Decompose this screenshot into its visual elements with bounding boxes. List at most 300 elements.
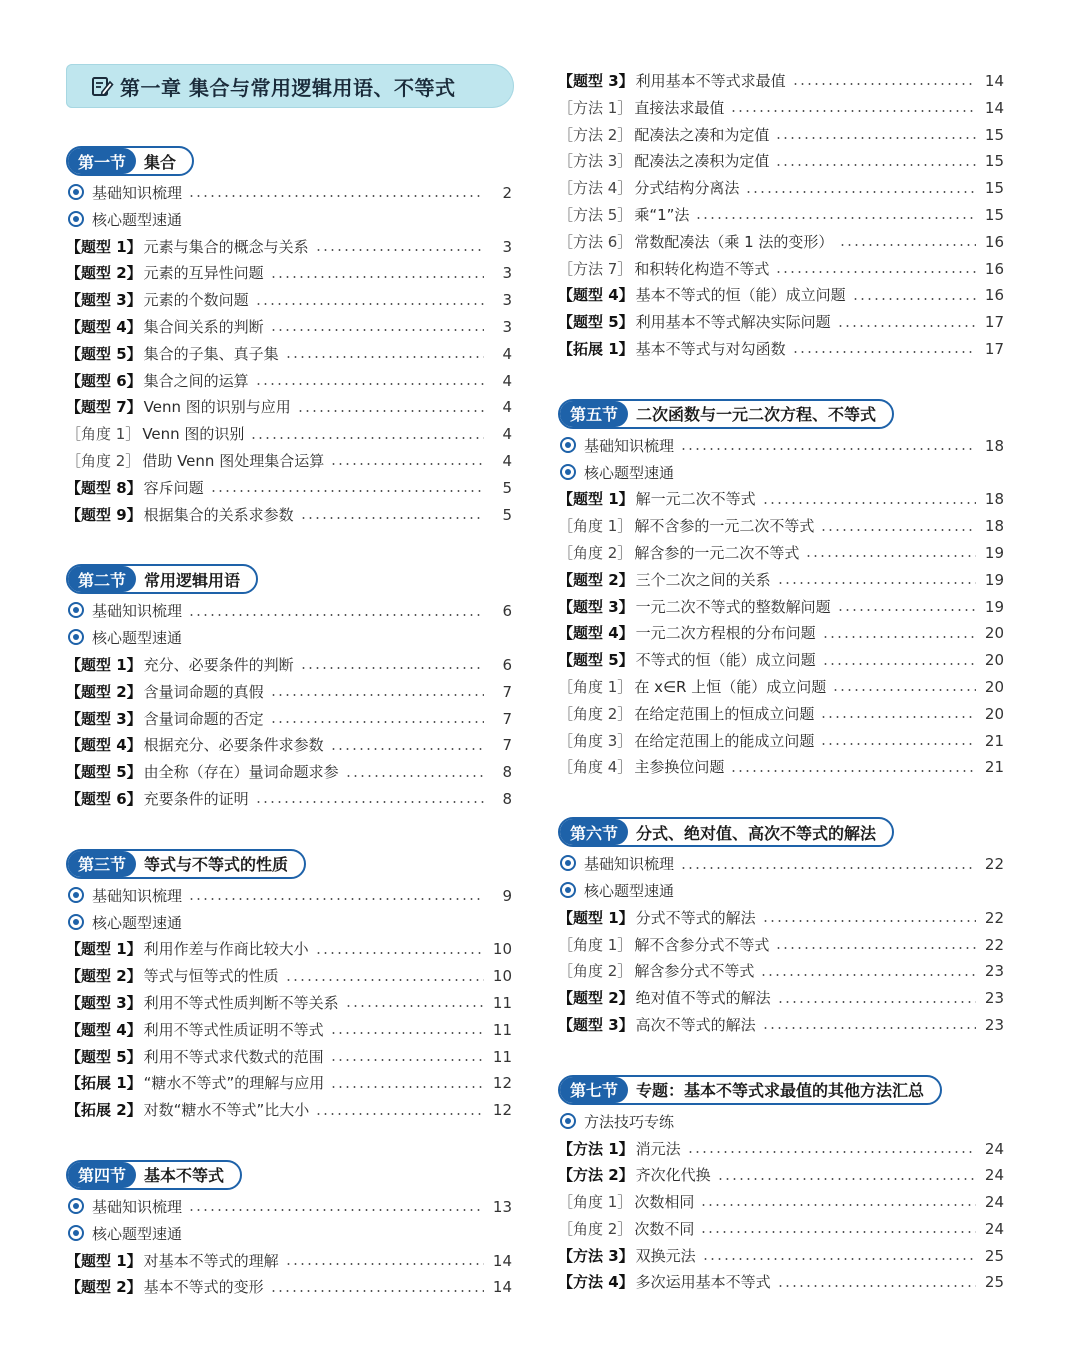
toc-entry[interactable] [66,963,512,990]
toc-entry[interactable] [66,341,512,368]
entry-label: 高次不等式的解法 [635,1015,756,1034]
entry-tag: ［角度 1］ [558,677,633,696]
circle-bullet-icon [560,1113,576,1129]
circle-bullet-icon [68,1225,84,1241]
entry-label: 乘“1”法 [634,205,690,224]
page-number: 6 [502,655,512,674]
entry-label: 利用基本不等式解决实际问题 [635,313,831,332]
entry-tag: 【题型 1】 [66,940,142,959]
dot-leader [762,502,976,504]
entry-label: 核心题型速通 [92,629,183,648]
entry-label: 根据充分、必要条件求参数 [143,736,324,755]
entry-tag: ［方法 3］ [558,152,633,171]
entry-label: 元素的互异性问题 [143,264,264,283]
circle-bullet-icon [68,602,84,618]
entry-label: 对基本不等式的理解 [143,1251,279,1270]
toc-entry[interactable] [66,207,512,234]
section-block [558,817,1004,1039]
dot-leader [285,356,484,358]
toc-entry[interactable] [66,1017,512,1044]
entry-tag: ［角度 2］ [558,704,633,723]
toc-entry[interactable] [66,287,512,314]
entry-label: 主参换位问题 [634,758,725,777]
toc-entry[interactable] [558,851,1004,878]
chapter-banner [66,64,514,108]
entry-tag: 【题型 3】 [66,709,142,728]
dot-leader [345,775,484,777]
section-block [66,1160,512,1301]
dot-leader [285,1263,484,1265]
entry-label: 核心题型速通 [584,881,675,900]
dot-leader [270,276,484,278]
page-number: 19 [984,597,1004,616]
entry-tag: 【方法 3】 [558,1246,634,1265]
section-block [558,1075,1004,1297]
entry-label: 分式结构分离法 [634,179,740,198]
toc-entry[interactable] [558,229,1004,256]
entry-label: Venn 图的识别 [142,425,245,444]
circle-bullet-icon [68,184,84,200]
section-header [558,1075,942,1105]
dot-leader [695,217,976,219]
page-number: 16 [984,259,1004,278]
entry-label: 解不含参分式不等式 [634,935,770,954]
dot-leader [730,770,976,772]
section-number: 第六节 [560,819,628,845]
entry-label: 解不含参的一元二次不等式 [634,517,815,536]
page-number: 8 [502,789,512,808]
entry-tag: 【题型 8】 [66,478,142,497]
entry-tag: 【题型 4】 [558,624,634,643]
toc-entry[interactable] [66,625,512,652]
section-header [66,1160,242,1190]
entry-label: 基础知识梳理 [92,602,183,621]
page-number: 16 [984,232,1004,251]
page-number: 7 [502,709,512,728]
dot-leader [188,195,484,197]
page-number: 22 [984,855,1004,874]
dot-leader [188,898,484,900]
toc-entry[interactable] [558,1243,1004,1270]
toc-entry[interactable] [558,148,1004,175]
entry-tag: ［角度 1］ [558,1193,633,1212]
toc-entry[interactable] [558,985,1004,1012]
entry-label: 含量词命题的否定 [143,709,264,728]
entry-tag: ［方法 1］ [558,98,633,117]
section-title: 专题：基本不等式求最值的其他方法汇总 [636,1081,925,1101]
entry-tag: 【题型 4】 [558,286,634,305]
toc-entry[interactable] [558,754,1004,781]
toc-entry[interactable] [558,95,1004,122]
dot-leader [255,801,484,803]
dot-leader [775,137,976,139]
dot-leader [300,517,484,519]
entry-tag: 【题型 2】 [558,570,634,589]
dot-leader [820,743,976,745]
entry-label: 常数配凑法（乘 1 法的变形） [634,232,834,251]
entry-tag: ［角度 2］ [558,1219,633,1238]
entry-tag: 【题型 3】 [66,291,142,310]
toc-entry[interactable] [558,202,1004,229]
entry-tag: ［方法 4］ [558,179,633,198]
page-number: 11 [492,1020,512,1039]
toc-entry[interactable] [66,180,512,207]
page-number: 20 [984,677,1004,696]
page-number: 24 [984,1139,1004,1158]
toc-entry[interactable] [66,421,512,448]
entry-label: “糖水不等式”的理解与应用 [143,1074,325,1093]
page-number: 8 [502,763,512,782]
entry-label: 核心题型速通 [92,210,183,229]
section-block [66,146,512,528]
left-sections [66,146,512,1301]
circle-bullet-icon [68,629,84,645]
toc-entry[interactable] [66,1274,512,1301]
dot-leader [285,979,484,981]
entry-tag: 【题型 2】 [66,1278,142,1297]
circle-bullet-icon [560,437,576,453]
toc-entry[interactable] [558,878,1004,905]
dot-leader [270,329,484,331]
section-header [66,849,306,879]
entry-label: 利用不等式性质证明不等式 [143,1020,324,1039]
dot-leader [820,529,976,531]
dot-leader [270,1290,484,1292]
toc-entry[interactable] [558,175,1004,202]
toc-entry[interactable] [66,910,512,937]
dot-leader [777,1001,976,1003]
entry-tag: ［角度 2］ [66,451,141,470]
entry-tag: ［方法 2］ [558,125,633,144]
page-number: 17 [984,339,1004,358]
section-title: 二次函数与一元二次方程、不等式 [636,405,877,425]
entry-label: 在 x∈R 上恒（能）成立问题 [634,677,827,696]
entry-tag: 【题型 3】 [558,597,634,616]
entry-tag: 【题型 1】 [66,1251,142,1270]
entry-label: 解含参分式不等式 [634,962,755,981]
toc-entry[interactable] [66,883,512,910]
toc-entry[interactable] [66,1248,512,1275]
dot-leader [792,83,976,85]
dot-leader [839,244,976,246]
dot-leader [300,667,484,669]
page-number: 7 [502,682,512,701]
entry-label: 核心题型速通 [92,913,183,932]
toc-entry[interactable] [558,433,1004,460]
page-number: 17 [984,313,1004,332]
page-number: 4 [502,371,512,390]
toc-entry[interactable] [558,540,1004,567]
toc-entry[interactable] [558,905,1004,932]
entry-label: 元素的个数问题 [143,291,249,310]
dot-leader [700,1204,976,1206]
dot-leader [680,448,976,450]
page-number: 6 [502,602,512,621]
dot-leader [700,1231,976,1233]
entry-label: 等式与恒等式的性质 [143,967,279,986]
toc-entry[interactable] [558,1189,1004,1216]
entry-tag: 【题型 4】 [66,317,142,336]
page-number: 24 [984,1193,1004,1212]
toc-entry[interactable] [558,513,1004,540]
entry-label: 基础知识梳理 [92,886,183,905]
page-number: 23 [984,989,1004,1008]
entry-label: 基础知识梳理 [584,436,675,455]
page-number: 23 [984,962,1004,981]
page-number: 16 [984,286,1004,305]
dot-leader [837,325,976,327]
entry-tag: 【题型 3】 [558,1015,634,1034]
edit-icon [90,74,114,98]
entry-tag: ［角度 2］ [558,543,633,562]
page-number: 24 [984,1219,1004,1238]
page-number: 14 [492,1278,512,1297]
dot-leader [730,110,976,112]
page-number: 18 [984,490,1004,509]
left-column [66,64,512,1337]
section-title: 集合 [144,152,177,172]
toc-entry[interactable] [66,1221,512,1248]
toc-entry[interactable] [558,674,1004,701]
page-number: 11 [492,1047,512,1066]
dot-leader [777,1285,976,1287]
toc-entry[interactable] [66,990,512,1017]
toc-entry[interactable] [66,234,512,261]
entry-tag: 【题型 1】 [66,237,142,256]
right-column [558,68,1004,1332]
page-number: 19 [984,570,1004,589]
dot-leader [820,716,976,718]
page-number: 15 [984,179,1004,198]
toc-entry[interactable] [66,260,512,287]
entry-label: 基本不等式的变形 [143,1278,264,1297]
page-number: 18 [984,517,1004,536]
entry-tag: ［角度 1］ [66,425,141,444]
dot-leader [775,271,976,273]
dot-leader [717,1178,976,1180]
page-number: 14 [984,72,1004,90]
toc-entry[interactable] [66,448,512,475]
toc-entry[interactable] [558,309,1004,336]
circle-bullet-icon [68,887,84,903]
page-number: 3 [502,237,512,256]
circle-bullet-icon [68,914,84,930]
page-number: 15 [984,152,1004,171]
toc-entry[interactable] [558,122,1004,149]
page-number: 5 [502,505,512,524]
toc-entry[interactable] [66,706,512,733]
entry-label: 借助 Venn 图处理集合运算 [142,451,325,470]
entry-label: 一元二次不等式的整数解问题 [635,597,831,616]
page-number: 15 [984,125,1004,144]
toc-entry[interactable] [66,394,512,421]
dot-leader [330,463,484,465]
page-number: 12 [492,1101,512,1120]
entry-tag: 【题型 6】 [66,371,142,390]
entry-label: 配凑法之凑积为定值 [634,152,770,171]
section-number: 第五节 [560,401,628,427]
toc-entry[interactable] [66,502,512,529]
entry-tag: 【题型 5】 [66,1047,142,1066]
dot-leader [775,164,976,166]
page-number: 3 [502,317,512,336]
entry-tag: ［方法 5］ [558,205,633,224]
toc-entry[interactable] [558,282,1004,309]
entry-tag: ［角度 1］ [558,935,633,954]
section-block [66,849,512,1124]
toc-entry[interactable] [66,314,512,341]
toc-entry[interactable] [558,68,1004,95]
toc-entry[interactable] [66,1097,512,1124]
entry-tag: 【题型 2】 [66,967,142,986]
circle-bullet-icon [68,1198,84,1214]
dot-leader [330,1059,484,1061]
entry-tag: 【方法 1】 [558,1139,634,1158]
page-number: 25 [984,1273,1004,1292]
entry-tag: 【题型 7】 [66,398,142,417]
toc-entry[interactable] [558,256,1004,283]
dot-leader [210,490,484,492]
entry-tag: ［角度 2］ [558,962,633,981]
toc-entry[interactable] [558,620,1004,647]
page-number: 4 [502,451,512,470]
entry-tag: 【题型 5】 [66,344,142,363]
page-number: 4 [502,344,512,363]
toc-entry[interactable] [558,1162,1004,1189]
page-number: 9 [502,886,512,905]
circle-bullet-icon [560,882,576,898]
toc-entry[interactable] [558,958,1004,985]
toc-entry[interactable] [558,1216,1004,1243]
entry-label: 次数不同 [634,1219,695,1238]
entry-label: 分式不等式的解法 [635,908,756,927]
page-number: 23 [984,1015,1004,1034]
dot-leader [777,582,976,584]
dot-leader [702,1258,976,1260]
entry-label: 含量词命题的真假 [143,682,264,701]
entry-tag: ［角度 3］ [558,731,633,750]
chapter-title: 第一章 集合与常用逻辑用语、不等式 [120,75,456,100]
page-number: 20 [984,704,1004,723]
toc-entry[interactable] [558,1012,1004,1039]
toc-entry[interactable] [558,567,1004,594]
dot-leader [330,1032,484,1034]
entry-tag: 【题型 2】 [66,264,142,283]
section-title: 基本不等式 [144,1166,225,1186]
entry-tag: ［角度 1］ [558,517,633,536]
dot-leader [760,974,976,976]
toc-entry[interactable] [558,336,1004,363]
toc-entry[interactable] [558,460,1004,487]
page-number: 14 [492,1251,512,1270]
section-title: 常用逻辑用语 [144,570,241,590]
entry-tag: ［方法 7］ [558,259,633,278]
entry-tag: ［方法 6］ [558,232,633,251]
toc-entry[interactable] [66,475,512,502]
entry-tag: 【拓展 1】 [66,1074,142,1093]
entry-tag: 【题型 4】 [66,736,142,755]
entry-label: 方法技巧专练 [584,1112,675,1131]
toc-entry[interactable] [66,1194,512,1221]
toc-entry[interactable] [66,1070,512,1097]
section-title: 分式、绝对值、高次不等式的解法 [636,823,877,843]
page-number: 13 [492,1197,512,1216]
section-number: 第二节 [68,566,136,592]
toc-entry[interactable] [558,701,1004,728]
toc-entry[interactable] [558,728,1004,755]
entry-label: 基本不等式的恒（能）成立问题 [635,286,846,305]
entry-label: 充要条件的证明 [143,789,249,808]
toc-entry[interactable] [66,759,512,786]
entry-tag: 【题型 1】 [558,908,634,927]
page-number: 19 [984,543,1004,562]
toc-entry[interactable] [558,1269,1004,1296]
entry-label: 核心题型速通 [584,463,675,482]
entry-tag: 【题型 5】 [66,763,142,782]
entry-tag: 【拓展 1】 [558,339,634,358]
toc-entry[interactable] [66,786,512,813]
entry-tag: 【题型 6】 [66,789,142,808]
page-number: 25 [984,1246,1004,1265]
page-number: 10 [492,940,512,959]
toc-entry[interactable] [66,732,512,759]
page-number: 4 [502,425,512,444]
entry-tag: 【题型 2】 [558,989,634,1008]
section-title: 等式与不等式的性质 [144,855,289,875]
section-header [66,564,258,594]
entry-label: 绝对值不等式的解法 [635,989,771,1008]
entry-tag: 【题型 1】 [558,490,634,509]
entry-label: 容斥问题 [143,478,204,497]
toc-entry[interactable] [66,1044,512,1071]
entry-label: 由全称（存在）量词命题求参 [143,763,339,782]
entry-label: 集合的子集、真子集 [143,344,279,363]
entry-tag: ［角度 4］ [558,758,633,777]
toc-entry[interactable] [66,598,512,625]
page-number: 11 [492,993,512,1012]
entry-label: 集合间关系的判断 [143,317,264,336]
toc-entry[interactable] [558,932,1004,959]
toc-entry[interactable] [558,486,1004,513]
entry-label: 利用不等式性质判断不等关系 [143,993,339,1012]
page-number: 22 [984,908,1004,927]
toc-entry[interactable] [558,1136,1004,1163]
toc-entry[interactable] [558,1109,1004,1136]
circle-bullet-icon [560,464,576,480]
entry-label: 消元法 [635,1139,681,1158]
section-header [558,817,894,847]
entry-label: 利用不等式求代数式的范围 [143,1047,324,1066]
page-number: 12 [492,1074,512,1093]
dot-leader [345,1005,484,1007]
section-block [66,564,512,812]
entry-tag: 【方法 4】 [558,1273,634,1292]
toc-entry[interactable] [66,368,512,395]
entry-label: 核心题型速通 [92,1224,183,1243]
entry-tag: 【题型 2】 [66,682,142,701]
entry-tag: 【题型 5】 [558,313,634,332]
toc-entry[interactable] [558,647,1004,674]
dot-leader [762,920,976,922]
toc-entry[interactable] [66,652,512,679]
section-block [558,399,1004,781]
entry-label: 解一元二次不等式 [635,490,756,509]
toc-entry[interactable] [66,679,512,706]
toc-entry[interactable] [558,594,1004,621]
page-number: 20 [984,624,1004,643]
dot-leader [270,694,484,696]
toc-entry[interactable] [66,936,512,963]
